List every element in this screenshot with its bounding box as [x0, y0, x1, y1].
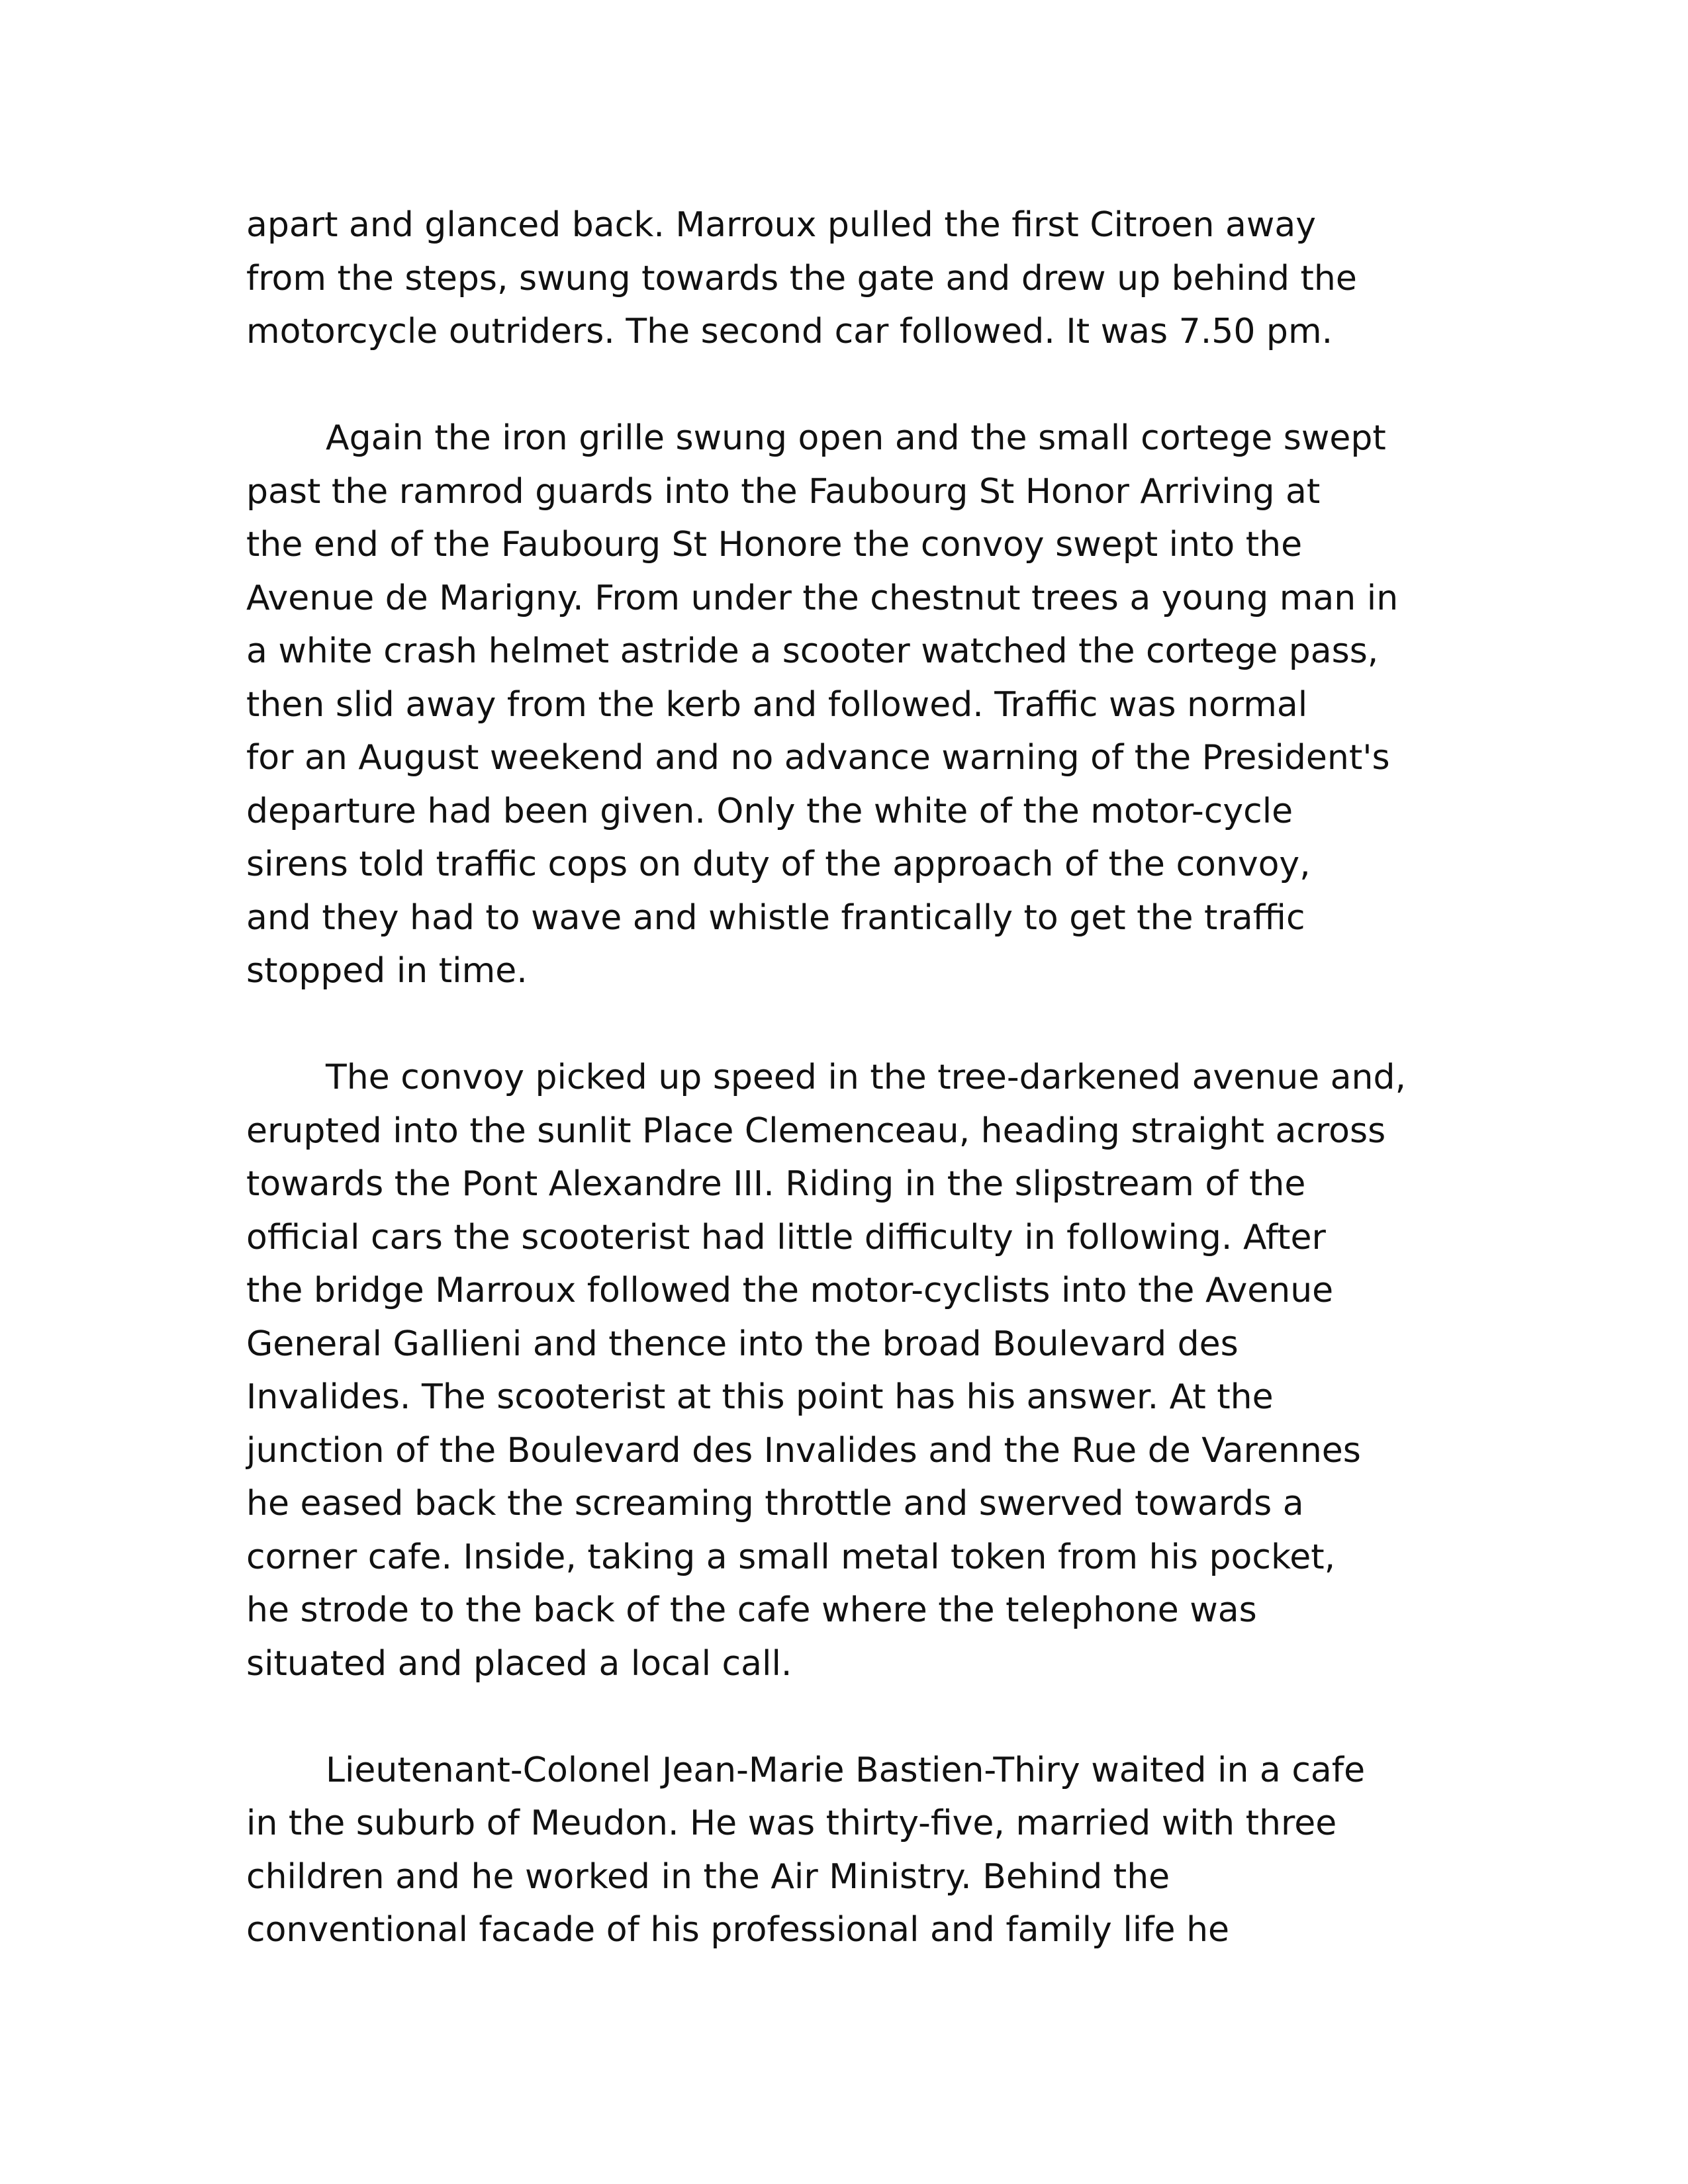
text-line: erupted into the sunlit Place Clemenceau, heading straight across — [246, 1111, 1386, 1151]
text-line: official cars the scooterist had little difficulty in following. After — [246, 1217, 1326, 1257]
text-line: apart and glanced back. Marroux pulled the first Citroen away — [246, 205, 1317, 245]
text-line: stopped in time. — [246, 951, 528, 991]
text-line: sirens told traffic cops on duty of the approach of the convoy, — [246, 844, 1311, 884]
paragraph-gap — [246, 359, 1451, 412]
text-line: Avenue de Marigny. From under the chestnut trees a young man in — [246, 578, 1399, 618]
text-line: the bridge Marroux followed the motor-cyclists into the Avenue — [246, 1271, 1334, 1310]
paragraph-gap — [246, 1690, 1451, 1744]
text-line: The convoy picked up speed in the tree-darkened avenue and, — [326, 1058, 1407, 1097]
text-line: situated and placed a local call. — [246, 1643, 792, 1684]
text-line: conventional facade of his professional and family life he — [246, 1910, 1230, 1950]
paragraph-3 — [246, 1051, 1451, 1690]
text-line: corner cafe. Inside, taking a small metal token from his pocket, — [246, 1537, 1336, 1577]
text-line: departure had been given. Only the white of the motor-cycle — [246, 791, 1293, 831]
text-line: the end of the Faubourg St Honore the convoy swept into the — [246, 525, 1303, 565]
text-line: motorcycle outriders. The second car followed. It was 7.50 pm. — [246, 312, 1333, 351]
text-line: Lieutenant-Colonel Jean-Marie Bastien-Thiry waited in a cafe — [326, 1750, 1366, 1790]
text-line: he strode to the back of the cafe where the telephone was — [246, 1590, 1257, 1630]
text-line: Invalides. The scooterist at this point has his answer. At the — [246, 1377, 1274, 1417]
paragraph-1 — [246, 199, 1451, 359]
text-line: General Gallieni and thence into the broad Boulevard des — [246, 1324, 1239, 1364]
text-line: he eased back the screaming throttle and swerved towards a — [246, 1484, 1304, 1524]
paragraph-2 — [246, 412, 1451, 998]
text-line: junction of the Boulevard des Invalides and the Rue de Varennes — [246, 1430, 1361, 1471]
text-line: then slid away from the kerb and followed. Traffic was normal — [246, 684, 1308, 725]
text-line: towards the Pont Alexandre III. Riding in the slipstream of the — [246, 1164, 1306, 1204]
text-line: past the ramrod guards into the Faubourg St Honor Arriving at — [246, 471, 1321, 512]
text-line: for an August weekend and no advance warning of the President's — [246, 738, 1390, 778]
paragraph-4 — [246, 1744, 1451, 1957]
text-line: Again the iron grille swung open and the small cortege swept — [326, 418, 1386, 458]
text-line: from the steps, swung towards the gate and drew up behind the — [246, 258, 1357, 298]
paragraph-gap — [246, 998, 1451, 1052]
text-line: a white crash helmet astride a scooter watched the cortege pass, — [246, 631, 1379, 671]
text-line: and they had to wave and whistle frantically to get the traffic — [246, 897, 1305, 938]
body-text — [246, 199, 1451, 1957]
text-line: in the suburb of Meudon. He was thirty-five, married with three — [246, 1803, 1337, 1843]
text-line: children and he worked in the Air Ministry. Behind the — [246, 1856, 1170, 1897]
